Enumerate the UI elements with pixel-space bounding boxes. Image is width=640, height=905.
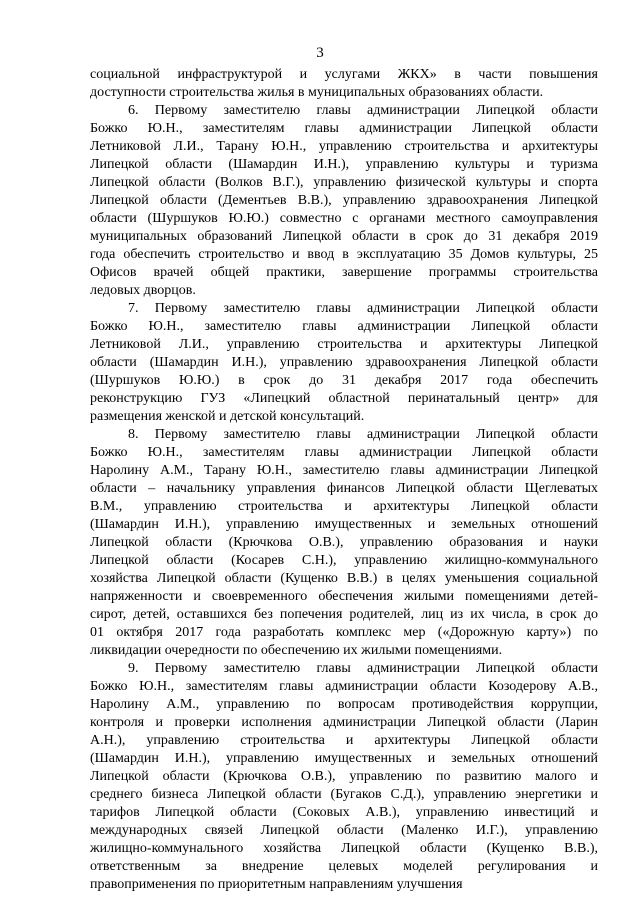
text-line: области – начальнику управления финансов Липецкой области Щеглеватых bbox=[90, 481, 598, 496]
text-line: 01 октября 2017 года разработать комплекс мер («Дорожную карту») по bbox=[90, 625, 598, 640]
text-line: 6. Первому заместителю главы администрации Липецкой области bbox=[128, 103, 598, 118]
document-body bbox=[90, 66, 598, 894]
text-line: (Шуршуков Ю.Ю.) в срок до 31 декабря 2017 года обеспечить bbox=[90, 373, 598, 388]
text-line: Липецкой области (Волков В.Г.), управлению физической культуры и спорта bbox=[90, 175, 598, 190]
paragraph bbox=[90, 102, 598, 300]
text-line: сирот, детей, оставшихся без попечения родителей, лиц из их числа, в срок до bbox=[90, 607, 598, 622]
text-line: ликвидации очередности по обеспечению их жилыми помещениями. bbox=[90, 643, 503, 658]
text-line: контроля и проверки исполнения администрации Липецкой области (Ларин bbox=[90, 715, 598, 730]
text-line: хозяйства Липецкой области (Кущенко В.В.) в целях уменьшения социальной bbox=[90, 571, 598, 586]
text-line: доступности строительства жилья в муниципальных образованиях области. bbox=[90, 85, 544, 100]
text-line: области (Шуршуков Ю.Ю.) совместно с органами местного самоуправления bbox=[90, 211, 598, 226]
text-line: В.М., управлению строительства и архитектуры Липецкой области bbox=[90, 499, 598, 514]
text-line: (Шамардин И.Н.), управлению имущественных и земельных отношений bbox=[90, 517, 598, 532]
text-line: тарифов Липецкой области (Соковых А.В.), управлению инвестиций и bbox=[90, 805, 598, 820]
text-line: размещения женской и детской консультаций. bbox=[90, 409, 365, 424]
text-line: 8. Первому заместителю главы администрации Липецкой области bbox=[128, 427, 598, 442]
text-line: Божко Ю.Н., заместителям главы администрации области Козодерову А.В., bbox=[90, 679, 598, 694]
paragraph bbox=[90, 426, 598, 660]
text-line: Божко Ю.Н., заместителям главы администрации Липецкой области bbox=[90, 121, 598, 136]
text-line: реконструкцию ГУЗ «Липецкий областной перинатальный центр» для bbox=[90, 391, 598, 406]
text-line: ледовых дворцов. bbox=[90, 283, 196, 298]
text-line: Липецкой области (Шамардин И.Н.), управлению культуры и туризма bbox=[90, 157, 598, 172]
text-line: Липецкой области (Дементьев В.В.), управлению здравоохранения Липецкой bbox=[90, 193, 598, 208]
text-line: Божко Ю.Н., заместителям главы администрации Липецкой области bbox=[90, 445, 598, 460]
text-line: Липецкой области (Косарев С.Н.), управлению жилищно-коммунального bbox=[90, 553, 598, 568]
page-number: 3 bbox=[316, 45, 324, 61]
text-line: жилищно-коммунального хозяйства Липецкой области (Кущенко В.В.), bbox=[90, 841, 598, 856]
text-line: 9. Первому заместителю главы администрации Липецкой области bbox=[128, 661, 598, 676]
text-line: муниципальных образований Липецкой области в срок до 31 декабря 2019 bbox=[90, 229, 598, 244]
text-line: социальной инфраструктурой и услугами ЖКХ» в части повышения bbox=[90, 67, 598, 82]
text-line: Летниковой Л.И., управлению строительства и архитектуры Липецкой bbox=[90, 337, 598, 352]
paragraph bbox=[90, 300, 598, 426]
text-line: 7. Первому заместителю главы администрации Липецкой области bbox=[128, 301, 598, 316]
text-line: года обеспечить строительство и ввод в эксплуатацию 35 Домов культуры, 25 bbox=[90, 247, 598, 262]
text-line: международных связей Липецкой области (Маленко И.Г.), управлению bbox=[90, 823, 598, 838]
paragraph bbox=[90, 66, 598, 102]
text-line: Наролину А.М., управлению по вопросам противодействия коррупции, bbox=[90, 697, 598, 712]
text-line: Божко Ю.Н., заместителю главы администрации Липецкой области bbox=[90, 319, 598, 334]
text-line: Липецкой области (Крючкова О.В.), управлению по развитию малого и bbox=[90, 769, 598, 784]
text-line: А.Н.), управлению строительства и архитектуры Липецкой области bbox=[90, 733, 598, 748]
text-line: Липецкой области (Крючкова О.В.), управлению образования и науки bbox=[90, 535, 598, 550]
text-line: ответственным за внедрение целевых моделей регулирования и bbox=[90, 859, 598, 874]
text-line: области (Шамардин И.Н.), управлению здравоохранения Липецкой области bbox=[90, 355, 598, 370]
text-line: (Шамардин И.Н.), управлению имущественных и земельных отношений bbox=[90, 751, 598, 766]
text-line: среднего бизнеса Липецкой области (Бугаков С.Д.), управлению энергетики и bbox=[90, 787, 598, 802]
paragraph bbox=[90, 660, 598, 894]
text-line: Наролину А.М., Тарану Ю.Н., заместителю главы администрации Липецкой bbox=[90, 463, 598, 478]
text-line: правоприменения по приоритетным направлениям улучшения bbox=[90, 877, 463, 892]
text-line: напряженности и своевременного обеспечения жилыми помещениями детей- bbox=[90, 589, 598, 604]
text-line: Офисов врачей общей практики, завершение программы строительства bbox=[90, 265, 598, 280]
text-line: Летниковой Л.И., Тарану Ю.Н., управлению строительства и архитектуры bbox=[90, 139, 598, 154]
